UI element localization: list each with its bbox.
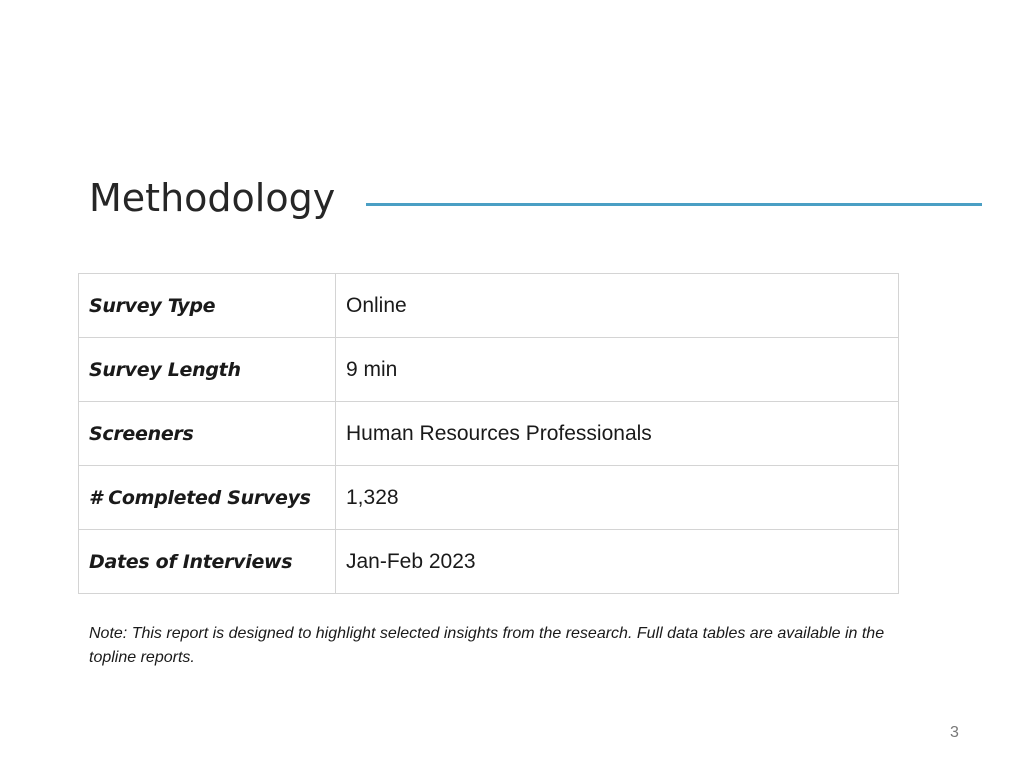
table-row	[79, 402, 899, 466]
row-label-survey-length: Survey Length	[79, 338, 336, 402]
row-value-survey-type: Online	[336, 274, 899, 338]
row-value-survey-length: 9 min	[336, 338, 899, 402]
row-value-dates-of-interviews: Jan-Feb 2023	[336, 530, 899, 594]
table-row	[79, 530, 899, 594]
page-number: 3	[950, 724, 959, 741]
table-row	[79, 338, 899, 402]
row-value-completed-surveys: 1,328	[336, 466, 899, 530]
row-value-screeners: Human Resources Professionals	[336, 402, 899, 466]
row-label-screeners: Screeners	[79, 402, 336, 466]
row-label-completed-surveys: # Completed Surveys	[79, 466, 336, 530]
row-label-survey-type: Survey Type	[79, 274, 336, 338]
page-title: Methodology	[89, 176, 336, 220]
title-underline-rule	[366, 203, 982, 206]
table-row	[79, 274, 899, 338]
table-row	[79, 466, 899, 530]
methodology-table	[78, 273, 899, 594]
row-label-dates-of-interviews: Dates of Interviews	[79, 530, 336, 594]
footnote: Note: This report is designed to highlight selected insights from the research. Full data tables are available in the topline reports.	[89, 625, 885, 666]
